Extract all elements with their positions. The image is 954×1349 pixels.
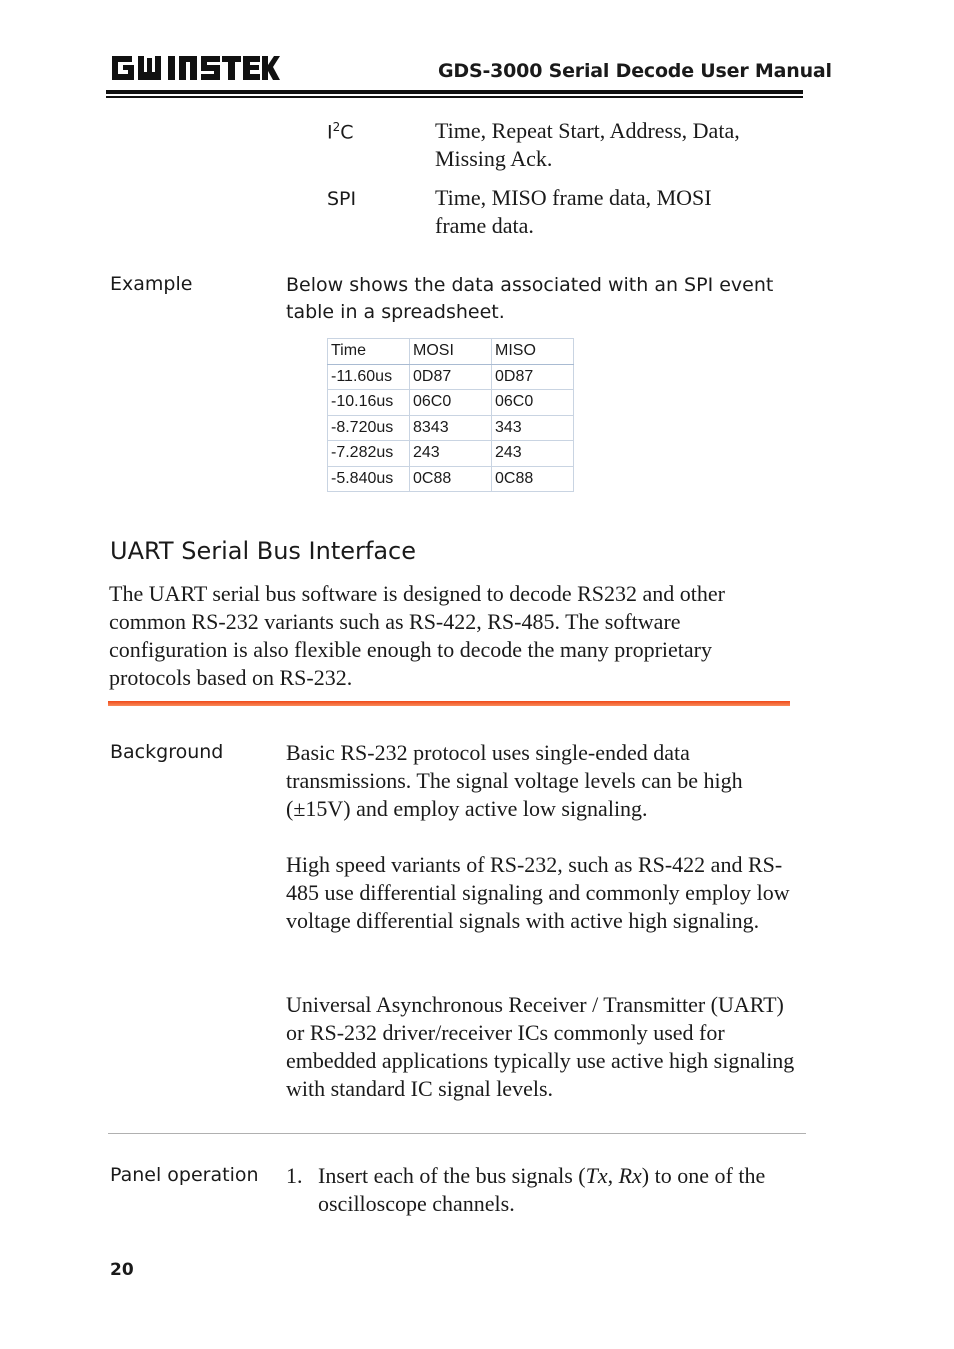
table-cell: 343 xyxy=(492,415,574,441)
example-text: Below shows the data associated with an SPI event table in a spreadsheet. xyxy=(286,274,774,323)
table-cell: -7.282us xyxy=(328,441,410,467)
header-rule xyxy=(106,90,803,94)
table-header-cell: Time xyxy=(328,339,410,365)
row-divider xyxy=(108,1133,806,1134)
table-cell: 0D87 xyxy=(492,364,574,390)
table-row xyxy=(328,441,574,467)
background-label: Background xyxy=(110,741,224,763)
table-cell: 243 xyxy=(410,441,492,467)
table-cell: -10.16us xyxy=(328,390,410,416)
step-number: 1. xyxy=(286,1163,303,1188)
header-rule-thin xyxy=(106,96,803,98)
table-cell: -11.60us xyxy=(328,364,410,390)
table-cell: 243 xyxy=(492,441,574,467)
table-cell: 0D87 xyxy=(410,364,492,390)
gw-instek-logo xyxy=(108,52,280,84)
background-paragraph-2: High speed variants of RS-232, such as RS-422 and RS-485 use differential signaling and commonly employ low voltage differential signals with active high signaling. xyxy=(286,852,790,933)
table-cell: -5.840us xyxy=(328,466,410,492)
table-cell: -8.720us xyxy=(328,415,410,441)
spi-event-table xyxy=(327,338,574,492)
background-paragraph-1: Basic RS-232 protocol uses single-ended data transmissions. The signal voltage levels can be high (±15V) and employ active low signaling. xyxy=(286,740,743,821)
protocol-desc-i2c: Time, Repeat Start, Address, Data, Missing Ack. xyxy=(435,118,740,171)
section-heading: UART Serial Bus Interface xyxy=(110,537,416,565)
table-header-row xyxy=(328,339,574,365)
step-text: Insert each of the bus signals (Tx, Rx) to one of the oscilloscope channels. xyxy=(318,1163,766,1216)
table-header-cell: MISO xyxy=(492,339,574,365)
table-row xyxy=(328,364,574,390)
table-cell: 8343 xyxy=(410,415,492,441)
table-row xyxy=(328,466,574,492)
protocol-name-spi: SPI xyxy=(327,188,357,210)
table-cell: 06C0 xyxy=(492,390,574,416)
table-row xyxy=(328,415,574,441)
table-cell: 0C88 xyxy=(492,466,574,492)
table-row xyxy=(328,390,574,416)
manual-title: GDS-3000 Serial Decode User Manual xyxy=(438,60,832,82)
panel-operation-label: Panel operation xyxy=(110,1164,259,1186)
background-paragraph-3: Universal Asynchronous Receiver / Transmitter (UART) or RS-232 driver/receiver ICs commonly used for embedded applications typically use active high signaling with standard IC signal levels. xyxy=(286,992,795,1101)
table-header-cell: MOSI xyxy=(410,339,492,365)
table-cell: 06C0 xyxy=(410,390,492,416)
protocol-name-i2c: $I^2C$ xyxy=(327,120,354,144)
section-divider xyxy=(108,701,790,706)
table-cell: 0C88 xyxy=(410,466,492,492)
page-number: 20 xyxy=(110,1260,134,1280)
section-intro: The UART serial bus software is designed to decode RS232 and other common RS-232 variants such as RS-422, RS-485. The software configuration is also flexible enough to decode the many proprietary protocols based on RS-232. xyxy=(109,581,725,690)
protocol-desc-spi: Time, MISO frame data, MOSI frame data. xyxy=(435,185,712,238)
example-label: Example xyxy=(110,273,193,295)
